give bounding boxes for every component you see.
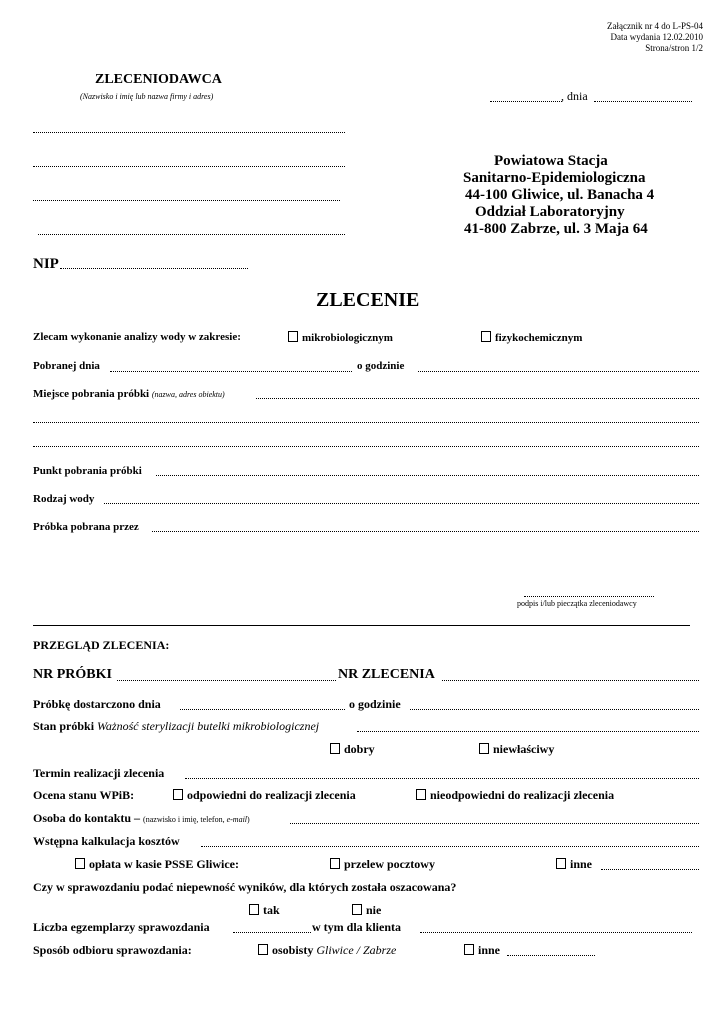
delivered-hour-label: o godzinie [349, 697, 401, 711]
client-subtitle: (Nazwisko i imię lub nazwa firmy i adres) [80, 92, 214, 101]
delivery-label: Sposób odbioru sprawozdania: [33, 943, 192, 957]
client-line-3[interactable] [33, 200, 340, 201]
option-adequate[interactable] [173, 788, 356, 803]
uncertainty-question: Czy w sprawozdaniu podać niepewność wyników, dla których została oszacowana? [33, 880, 457, 894]
option-personal[interactable] [258, 943, 396, 958]
station-line-3: 44-100 Gliwice, ul. Banacha 4 [465, 187, 655, 203]
cost-field[interactable] [201, 846, 699, 847]
station-line-5: 41-800 Zabrze, ul. 3 Maja 64 [464, 221, 648, 237]
deadline-label: Termin realizacji zlecenia [33, 766, 165, 780]
contact-hint [143, 815, 250, 824]
document-header [607, 21, 703, 54]
checkbox-micro[interactable] [288, 331, 298, 342]
water-type-label: Rodzaj wody [33, 493, 95, 505]
analysis-label: Zlecam wykonanie analizy wody w zakresie: [33, 331, 241, 343]
option-micro[interactable] [288, 331, 393, 344]
delivered-hour-field[interactable] [410, 709, 699, 710]
station-address [463, 153, 654, 238]
date-field[interactable] [594, 101, 692, 102]
form-title: ZLECENIE [316, 289, 420, 311]
option-other2[interactable] [464, 943, 500, 958]
checkbox-cashier[interactable] [75, 858, 85, 869]
taken-day-label: Pobranej dnia [33, 360, 100, 372]
client-line-4[interactable] [38, 234, 345, 235]
sample-no-field[interactable] [117, 680, 336, 681]
water-type-field[interactable] [104, 503, 699, 504]
checkbox-improper[interactable] [479, 743, 489, 754]
checkbox-inadequate[interactable] [416, 789, 426, 800]
option-transfer[interactable] [330, 857, 435, 872]
option-physchem[interactable] [481, 331, 582, 344]
checkbox-no[interactable] [352, 904, 362, 915]
state-hint: Ważność sterylizacji butelki mikrobiologicznej [97, 719, 320, 733]
option-physchem-label: fizykochemicznym [495, 332, 583, 344]
other2-field[interactable] [507, 955, 595, 956]
option-good-label: dobry [344, 742, 375, 756]
option-yes[interactable] [249, 903, 280, 918]
option-no[interactable] [352, 903, 381, 918]
client-line-2[interactable] [33, 166, 345, 167]
nip-field[interactable] [60, 268, 248, 269]
delivered-label: Próbkę dostarczono dnia [33, 697, 161, 711]
place-field-3[interactable] [33, 446, 699, 447]
option-yes-label: tak [263, 903, 280, 917]
place-hint: (nazwa, adres obiektu) [151, 390, 225, 399]
section-divider [33, 625, 690, 626]
contact-row [33, 811, 250, 826]
station-line-4: Oddział Laboratoryjny [475, 204, 625, 220]
option-improper[interactable] [479, 742, 554, 757]
order-no-label: NR ZLECENIA [338, 667, 435, 682]
checkbox-other[interactable] [556, 858, 566, 869]
option-cashier[interactable] [75, 857, 239, 872]
option-adequate-label: odpowiedni do realizacji zlecenia [187, 788, 356, 802]
checkbox-physchem[interactable] [481, 331, 491, 342]
deadline-field[interactable] [185, 778, 699, 779]
page-number: Strona/stron 1/2 [645, 43, 703, 53]
sample-no-label: NR PRÓBKI [33, 667, 112, 682]
option-micro-label: mikrobiologicznym [302, 332, 393, 344]
station-line-1: Powiatowa Stacja [494, 153, 608, 169]
option-good[interactable] [330, 742, 375, 757]
order-no-field[interactable] [442, 680, 699, 681]
copies-label: Liczba egzemplarzy sprawozdania [33, 920, 210, 934]
place-field-1[interactable] [256, 398, 699, 399]
option-inadequate-label: nieodpowiedni do realizacji zlecenia [430, 788, 615, 802]
contact-label: Osoba do kontaktu – [33, 811, 141, 825]
delivered-field[interactable] [180, 709, 345, 710]
cost-label: Wstępna kalkulacja kosztów [33, 834, 180, 848]
taken-by-label: Próbka pobrana przez [33, 521, 139, 533]
option-no-label: nie [366, 903, 382, 917]
place-field[interactable] [490, 101, 562, 102]
taken-day-field[interactable] [110, 371, 352, 372]
signature-field[interactable] [524, 596, 654, 597]
at-hour-label: o godzinie [357, 360, 405, 372]
contact-hint-a: (nazwisko i imię, telefon, [143, 815, 225, 824]
place-label: Miejsce pobrania próbki [33, 388, 150, 400]
option-improper-label: niewłaściwy [493, 742, 555, 756]
state-row [33, 719, 319, 734]
point-field[interactable] [156, 475, 699, 476]
option-personal-label: osobisty [272, 943, 314, 957]
state-field[interactable] [357, 731, 699, 732]
checkbox-good[interactable] [330, 743, 340, 754]
point-label: Punkt pobrania próbki [33, 465, 142, 477]
state-label: Stan próbki [33, 719, 95, 733]
option-personal-hint: Gliwice / Zabrze [316, 943, 397, 957]
option-cashier-label: opłata w kasie PSSE Gliwice: [89, 857, 240, 871]
checkbox-yes[interactable] [249, 904, 259, 915]
option-inadequate[interactable] [416, 788, 614, 803]
checkbox-adequate[interactable] [173, 789, 183, 800]
review-title: PRZEGLĄD ZLECENIA: [33, 638, 170, 652]
signature-caption: podpis i/lub pieczątka zleceniodawcy [517, 599, 637, 608]
checkbox-other2[interactable] [464, 944, 474, 955]
for-client-field[interactable] [420, 932, 692, 933]
checkbox-transfer[interactable] [330, 858, 340, 869]
contact-field[interactable] [290, 823, 699, 824]
place-row [33, 388, 225, 400]
copies-field[interactable] [233, 932, 311, 933]
date-label: , dnia [561, 89, 588, 103]
place-field-2[interactable] [33, 422, 699, 423]
other-field[interactable] [601, 869, 699, 870]
option-other[interactable] [556, 857, 592, 872]
option-transfer-label: przelew pocztowy [344, 857, 435, 871]
client-title: ZLECENIODAWCA [95, 72, 222, 87]
contact-hint-b: e-mail [226, 815, 248, 824]
for-client-label: w tym dla klienta [312, 920, 402, 934]
checkbox-personal[interactable] [258, 944, 268, 955]
taken-hour-field[interactable] [418, 371, 699, 372]
nip-label: NIP [33, 256, 59, 272]
taken-by-field[interactable] [152, 531, 699, 532]
issue-date: Data wydania 12.02.2010 [610, 32, 703, 42]
option-other-label: inne [570, 857, 593, 871]
client-line-1[interactable] [33, 132, 345, 133]
option-other2-label: inne [478, 943, 501, 957]
contact-hint-c: ) [247, 815, 250, 824]
station-line-2: Sanitarno-Epidemiologiczna [463, 170, 646, 186]
wpib-label: Ocena stanu WPiB: [33, 788, 135, 802]
annex-number: Załącznik nr 4 do L-PS-04 [607, 21, 703, 31]
